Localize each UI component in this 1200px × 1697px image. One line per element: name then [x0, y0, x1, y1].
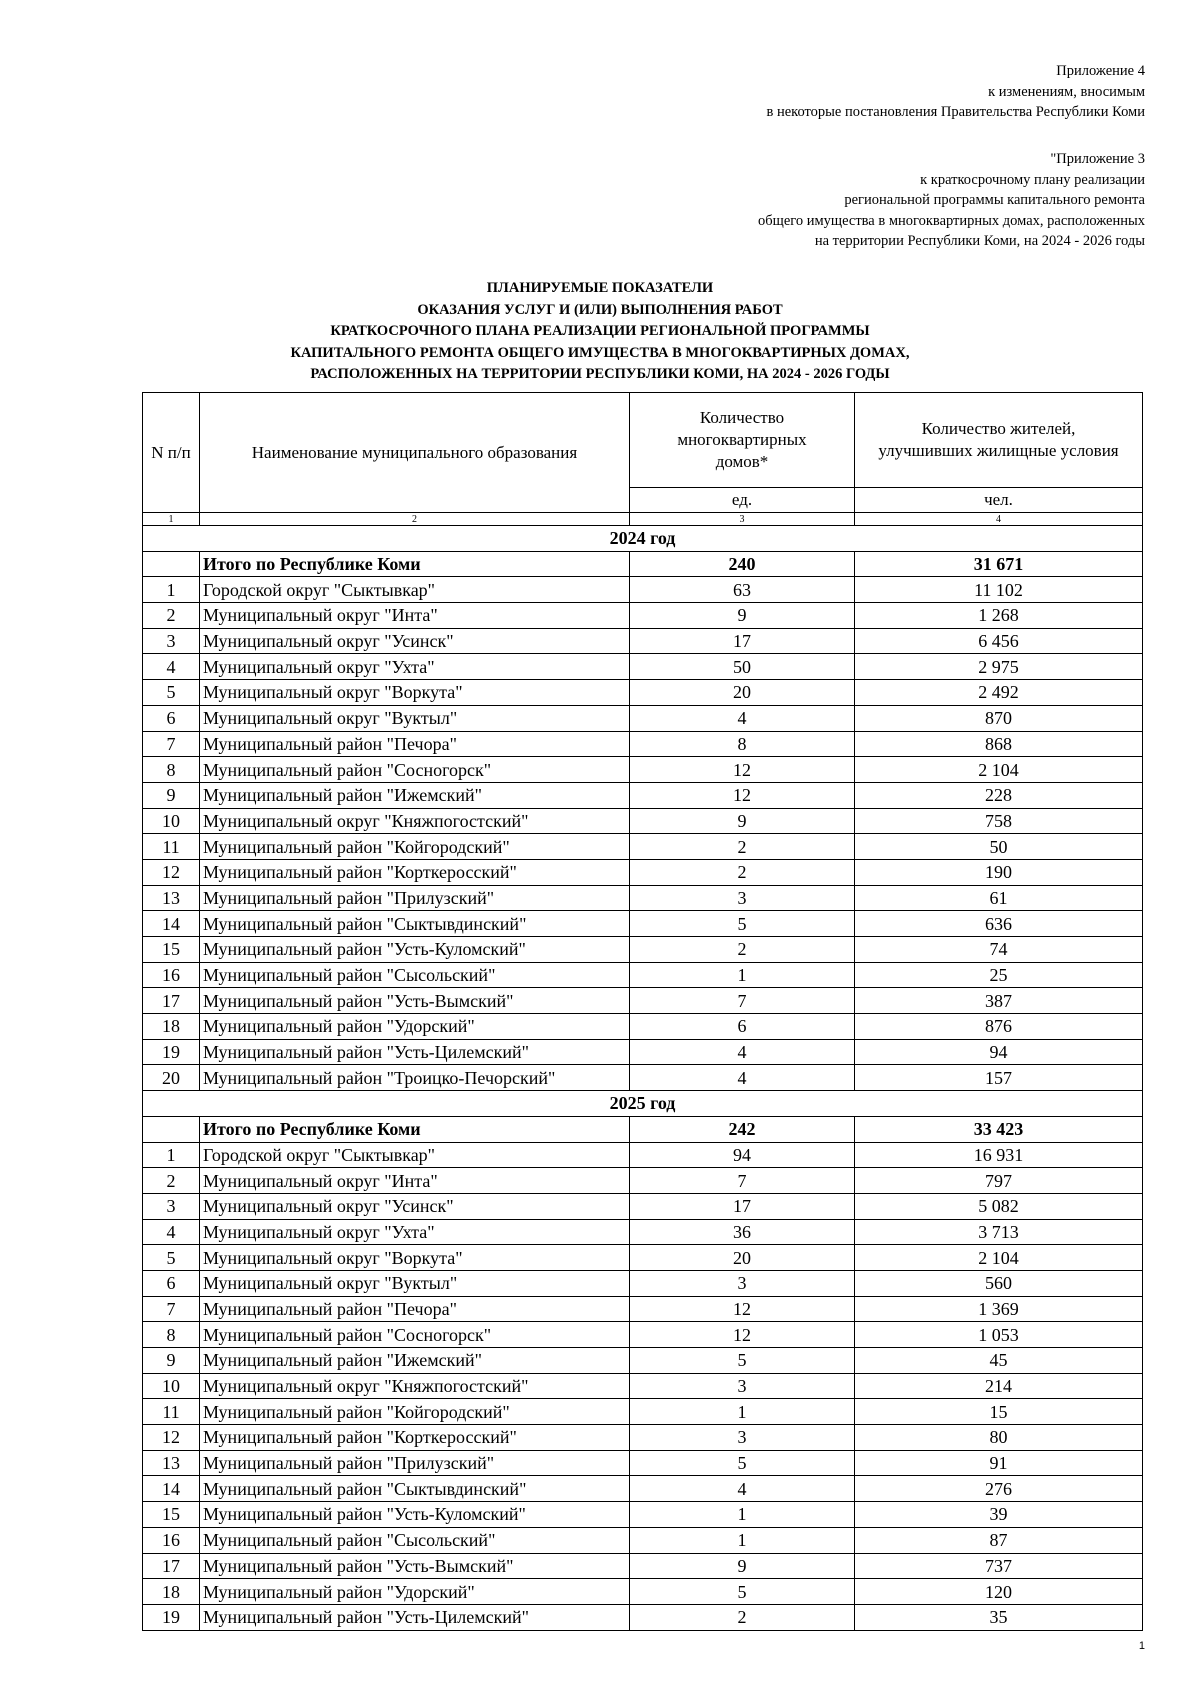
header-name: Наименование муниципального образования: [200, 393, 630, 513]
municipality-name: Муниципальный район "Усть-Вымский": [200, 988, 630, 1014]
municipality-name: Муниципальный округ "Воркута": [200, 680, 630, 706]
residents-count: 387: [855, 988, 1143, 1014]
header-houses: [630, 393, 855, 488]
houses-count: 20: [630, 680, 855, 706]
municipality-name: Муниципальный район "Койгородский": [200, 1399, 630, 1425]
residents-count: 2 975: [855, 654, 1143, 680]
municipality-name: Муниципальный район "Усть-Цилемский": [200, 1604, 630, 1630]
houses-count: 1: [630, 1502, 855, 1528]
table-row: [143, 680, 1143, 706]
table-row: [143, 1502, 1143, 1528]
row-number: 12: [143, 859, 200, 885]
row-number: 7: [143, 1296, 200, 1322]
table-row: [143, 885, 1143, 911]
houses-count: 5: [630, 911, 855, 937]
header-houses-line: домов*: [715, 452, 769, 471]
table-row: [143, 1604, 1143, 1630]
row-number: 16: [143, 962, 200, 988]
table-row: [143, 654, 1143, 680]
table-row: [143, 1399, 1143, 1425]
municipality-name: Муниципальный округ "Княжпогостский": [200, 808, 630, 834]
row-number: 18: [143, 1014, 200, 1040]
residents-count: 11 102: [855, 577, 1143, 603]
municipality-name: Муниципальный округ "Вуктыл": [200, 1270, 630, 1296]
table-row: [143, 859, 1143, 885]
residents-count: 1 268: [855, 603, 1143, 629]
residents-count: 636: [855, 911, 1143, 937]
residents-count: 87: [855, 1527, 1143, 1553]
residents-count: 45: [855, 1348, 1143, 1374]
houses-count: 12: [630, 1296, 855, 1322]
row-number: 15: [143, 1502, 200, 1528]
unit-residents: чел.: [855, 488, 1143, 513]
row-number: 6: [143, 1270, 200, 1296]
total-label: Итого по Республике Коми: [200, 1116, 630, 1142]
municipality-name: Муниципальный округ "Ухта": [200, 654, 630, 680]
table-row: [143, 1527, 1143, 1553]
appendix-4-line: к изменениям, вносимым: [988, 83, 1145, 100]
houses-count: 17: [630, 1193, 855, 1219]
houses-count: 1: [630, 1399, 855, 1425]
municipality-name: Муниципальный район "Печора": [200, 731, 630, 757]
table-row: [143, 808, 1143, 834]
houses-count: 5: [630, 1450, 855, 1476]
row-number: 8: [143, 1322, 200, 1348]
houses-count: 3: [630, 1373, 855, 1399]
municipality-name: Муниципальный район "Удорский": [200, 1579, 630, 1605]
residents-count: 5 082: [855, 1193, 1143, 1219]
houses-count: 17: [630, 628, 855, 654]
houses-count: 12: [630, 782, 855, 808]
header-num: N п/п: [143, 393, 200, 513]
residents-count: 797: [855, 1168, 1143, 1194]
table-row: [143, 1553, 1143, 1579]
table-row: [143, 1373, 1143, 1399]
residents-count: 190: [855, 859, 1143, 885]
row-number: 16: [143, 1527, 200, 1553]
residents-count: 2 104: [855, 1245, 1143, 1271]
total-residents: 33 423: [855, 1116, 1143, 1142]
municipality-name: Городской округ "Сыктывкар": [200, 577, 630, 603]
houses-count: 36: [630, 1219, 855, 1245]
column-number: 1: [143, 513, 200, 526]
municipality-name: Муниципальный район "Ижемский": [200, 782, 630, 808]
total-houses: 242: [630, 1116, 855, 1142]
row-number: 11: [143, 1399, 200, 1425]
total-num: [143, 551, 200, 577]
houses-count: 5: [630, 1348, 855, 1374]
appendix-4-line: Приложение 4: [1056, 63, 1145, 79]
row-number: 12: [143, 1425, 200, 1451]
title-line: РАСПОЛОЖЕННЫХ НА ТЕРРИТОРИИ РЕСПУБЛИКИ КОМИ, НА 2024 - 2026 ГОДЫ: [310, 366, 890, 382]
residents-count: 94: [855, 1039, 1143, 1065]
row-number: 7: [143, 731, 200, 757]
houses-count: 9: [630, 808, 855, 834]
table-row: [143, 1296, 1143, 1322]
residents-count: 2 492: [855, 680, 1143, 706]
table-row: [143, 911, 1143, 937]
municipality-name: Муниципальный район "Койгородский": [200, 834, 630, 860]
houses-count: 12: [630, 757, 855, 783]
row-number: 8: [143, 757, 200, 783]
table-row: [143, 1270, 1143, 1296]
total-row: [143, 1116, 1143, 1142]
residents-count: 214: [855, 1373, 1143, 1399]
municipality-name: Муниципальный район "Печора": [200, 1296, 630, 1322]
row-number: 10: [143, 808, 200, 834]
houses-count: 6: [630, 1014, 855, 1040]
header-houses-line: многоквартирных: [677, 430, 807, 449]
row-number: 19: [143, 1604, 200, 1630]
year-section-row: [143, 1091, 1143, 1117]
municipality-name: Городской округ "Сыктывкар": [200, 1142, 630, 1168]
municipality-name: Муниципальный район "Прилузский": [200, 885, 630, 911]
municipality-name: Муниципальный район "Усть-Цилемский": [200, 1039, 630, 1065]
residents-count: 39: [855, 1502, 1143, 1528]
title-line: ОКАЗАНИЯ УСЛУГ И (ИЛИ) ВЫПОЛНЕНИЯ РАБОТ: [417, 301, 783, 318]
municipality-name: Муниципальный округ "Княжпогостский": [200, 1373, 630, 1399]
municipality-name: Муниципальный округ "Усинск": [200, 628, 630, 654]
table-row: [143, 937, 1143, 963]
residents-count: 737: [855, 1553, 1143, 1579]
row-number: 19: [143, 1039, 200, 1065]
column-number: 4: [855, 513, 1143, 526]
table-row: [143, 757, 1143, 783]
municipality-name: Муниципальный округ "Инта": [200, 1168, 630, 1194]
table-row: [143, 1219, 1143, 1245]
residents-count: 61: [855, 885, 1143, 911]
table-row: [143, 1322, 1143, 1348]
residents-count: 868: [855, 731, 1143, 757]
row-number: 13: [143, 885, 200, 911]
header-residents: [855, 393, 1143, 488]
page-number: 1: [1138, 1640, 1145, 1652]
municipality-name: Муниципальный район "Усть-Куломский": [200, 937, 630, 963]
header-residents-line: Количество жителей,: [921, 419, 1076, 438]
row-number: 4: [143, 654, 200, 680]
houses-count: 94: [630, 1142, 855, 1168]
table-row: [143, 1348, 1143, 1374]
title-line: КАПИТАЛЬНОГО РЕМОНТА ОБЩЕГО ИМУЩЕСТВА В МНОГОКВАРТИРНЫХ ДОМАХ,: [290, 344, 910, 361]
table-row: [143, 962, 1143, 988]
row-number: 10: [143, 1373, 200, 1399]
table-row: [143, 1039, 1143, 1065]
houses-count: 3: [630, 1425, 855, 1451]
year-label: 2024 год: [143, 526, 1143, 552]
houses-count: 5: [630, 1579, 855, 1605]
table-row: [143, 628, 1143, 654]
year-section-row: [143, 526, 1143, 552]
table-row: [143, 1450, 1143, 1476]
table-row: [143, 834, 1143, 860]
residents-count: 276: [855, 1476, 1143, 1502]
row-number: 3: [143, 1193, 200, 1219]
total-num: [143, 1116, 200, 1142]
residents-count: 157: [855, 1065, 1143, 1091]
total-row: [143, 551, 1143, 577]
table-row: [143, 1014, 1143, 1040]
indicators-table: [142, 392, 1143, 1631]
houses-count: 2: [630, 937, 855, 963]
appendix-3-line: общего имущества в многоквартирных домах, расположенных: [758, 212, 1145, 229]
appendix-3-line: на территории Республики Коми, на 2024 - 2026 годы: [814, 233, 1145, 249]
houses-count: 3: [630, 1270, 855, 1296]
municipality-name: Муниципальный округ "Усинск": [200, 1193, 630, 1219]
municipality-name: Муниципальный округ "Вуктыл": [200, 705, 630, 731]
row-number: 13: [143, 1450, 200, 1476]
row-number: 2: [143, 1168, 200, 1194]
row-number: 6: [143, 705, 200, 731]
residents-count: 6 456: [855, 628, 1143, 654]
header-residents-line: улучшивших жилищные условия: [878, 441, 1119, 460]
row-number: 2: [143, 603, 200, 629]
municipality-name: Муниципальный район "Сысольский": [200, 1527, 630, 1553]
row-number: 1: [143, 1142, 200, 1168]
row-number: 15: [143, 937, 200, 963]
municipality-name: Муниципальный район "Ижемский": [200, 1348, 630, 1374]
municipality-name: Муниципальный район "Сосногорск": [200, 1322, 630, 1348]
appendix-4-line: в некоторые постановления Правительства Республики Коми: [766, 104, 1145, 120]
row-number: 17: [143, 988, 200, 1014]
table-header-row: [143, 393, 1143, 488]
appendix-3-line: "Приложение 3: [1050, 151, 1145, 167]
appendix-3-line: региональной программы капитального ремонта: [844, 192, 1145, 208]
houses-count: 12: [630, 1322, 855, 1348]
houses-count: 3: [630, 885, 855, 911]
row-number: 9: [143, 782, 200, 808]
table-row: [143, 577, 1143, 603]
title-line: ПЛАНИРУЕМЫЕ ПОКАЗАТЕЛИ: [486, 280, 714, 296]
column-number: 3: [630, 513, 855, 526]
residents-count: 25: [855, 962, 1143, 988]
residents-count: 2 104: [855, 757, 1143, 783]
header-houses-line: Количество: [699, 408, 785, 427]
row-number: 17: [143, 1553, 200, 1579]
houses-count: 4: [630, 1476, 855, 1502]
residents-count: 16 931: [855, 1142, 1143, 1168]
municipality-name: Муниципальный район "Сысольский": [200, 962, 630, 988]
title-line: КРАТКОСРОЧНОГО ПЛАНА РЕАЛИЗАЦИИ РЕГИОНАЛЬНОЙ ПРОГРАММЫ: [330, 323, 870, 339]
houses-count: 4: [630, 1039, 855, 1065]
houses-count: 4: [630, 1065, 855, 1091]
table-row: [143, 988, 1143, 1014]
houses-count: 1: [630, 1527, 855, 1553]
municipality-name: Муниципальный район "Удорский": [200, 1014, 630, 1040]
municipality-name: Муниципальный район "Сыктывдинский": [200, 1476, 630, 1502]
row-number: 9: [143, 1348, 200, 1374]
municipality-name: Муниципальный район "Сосногорск": [200, 757, 630, 783]
residents-count: 35: [855, 1604, 1143, 1630]
row-number: 20: [143, 1065, 200, 1091]
municipality-name: Муниципальный район "Троицко-Печорский": [200, 1065, 630, 1091]
total-houses: 240: [630, 551, 855, 577]
table-row: [143, 705, 1143, 731]
appendix-3-header: [758, 149, 1145, 252]
municipality-name: Муниципальный район "Усть-Куломский": [200, 1502, 630, 1528]
table-row: [143, 1142, 1143, 1168]
total-residents: 31 671: [855, 551, 1143, 577]
houses-count: 7: [630, 988, 855, 1014]
houses-count: 4: [630, 705, 855, 731]
residents-count: 870: [855, 705, 1143, 731]
municipality-name: Муниципальный район "Корткеросский": [200, 859, 630, 885]
table-row: [143, 1476, 1143, 1502]
year-label: 2025 год: [143, 1091, 1143, 1117]
houses-count: 2: [630, 1604, 855, 1630]
table-row: [143, 603, 1143, 629]
houses-count: 1: [630, 962, 855, 988]
table-row: [143, 1579, 1143, 1605]
municipality-name: Муниципальный район "Корткеросский": [200, 1425, 630, 1451]
residents-count: 50: [855, 834, 1143, 860]
houses-count: 50: [630, 654, 855, 680]
table-row: [143, 1168, 1143, 1194]
houses-count: 2: [630, 859, 855, 885]
residents-count: 228: [855, 782, 1143, 808]
residents-count: 876: [855, 1014, 1143, 1040]
appendix-3-line: к краткосрочному плану реализации: [920, 171, 1145, 188]
residents-count: 120: [855, 1579, 1143, 1605]
table-row: [143, 1425, 1143, 1451]
houses-count: 9: [630, 603, 855, 629]
residents-count: 80: [855, 1425, 1143, 1451]
residents-count: 15: [855, 1399, 1143, 1425]
municipality-name: Муниципальный округ "Воркута": [200, 1245, 630, 1271]
residents-count: 3 713: [855, 1219, 1143, 1245]
column-numbers-row: [143, 513, 1143, 526]
row-number: 5: [143, 1245, 200, 1271]
unit-houses: ед.: [630, 488, 855, 513]
row-number: 14: [143, 911, 200, 937]
residents-count: 1 369: [855, 1296, 1143, 1322]
table-row: [143, 731, 1143, 757]
houses-count: 2: [630, 834, 855, 860]
residents-count: 91: [855, 1450, 1143, 1476]
houses-count: 7: [630, 1168, 855, 1194]
municipality-name: Муниципальный округ "Ухта": [200, 1219, 630, 1245]
table-row: [143, 1065, 1143, 1091]
row-number: 1: [143, 577, 200, 603]
municipality-name: Муниципальный район "Сыктывдинский": [200, 911, 630, 937]
document-title: [0, 278, 1200, 386]
residents-count: 1 053: [855, 1322, 1143, 1348]
houses-count: 9: [630, 1553, 855, 1579]
row-number: 3: [143, 628, 200, 654]
table-row: [143, 1193, 1143, 1219]
residents-count: 74: [855, 937, 1143, 963]
residents-count: 560: [855, 1270, 1143, 1296]
row-number: 14: [143, 1476, 200, 1502]
table-row: [143, 1245, 1143, 1271]
total-label: Итого по Республике Коми: [200, 551, 630, 577]
row-number: 4: [143, 1219, 200, 1245]
column-number: 2: [200, 513, 630, 526]
houses-count: 8: [630, 731, 855, 757]
row-number: 11: [143, 834, 200, 860]
houses-count: 20: [630, 1245, 855, 1271]
row-number: 18: [143, 1579, 200, 1605]
residents-count: 758: [855, 808, 1143, 834]
municipality-name: Муниципальный округ "Инта": [200, 603, 630, 629]
row-number: 5: [143, 680, 200, 706]
municipality-name: Муниципальный район "Усть-Вымский": [200, 1553, 630, 1579]
municipality-name: Муниципальный район "Прилузский": [200, 1450, 630, 1476]
houses-count: 63: [630, 577, 855, 603]
table-row: [143, 782, 1143, 808]
appendix-4-header: [767, 61, 1146, 123]
